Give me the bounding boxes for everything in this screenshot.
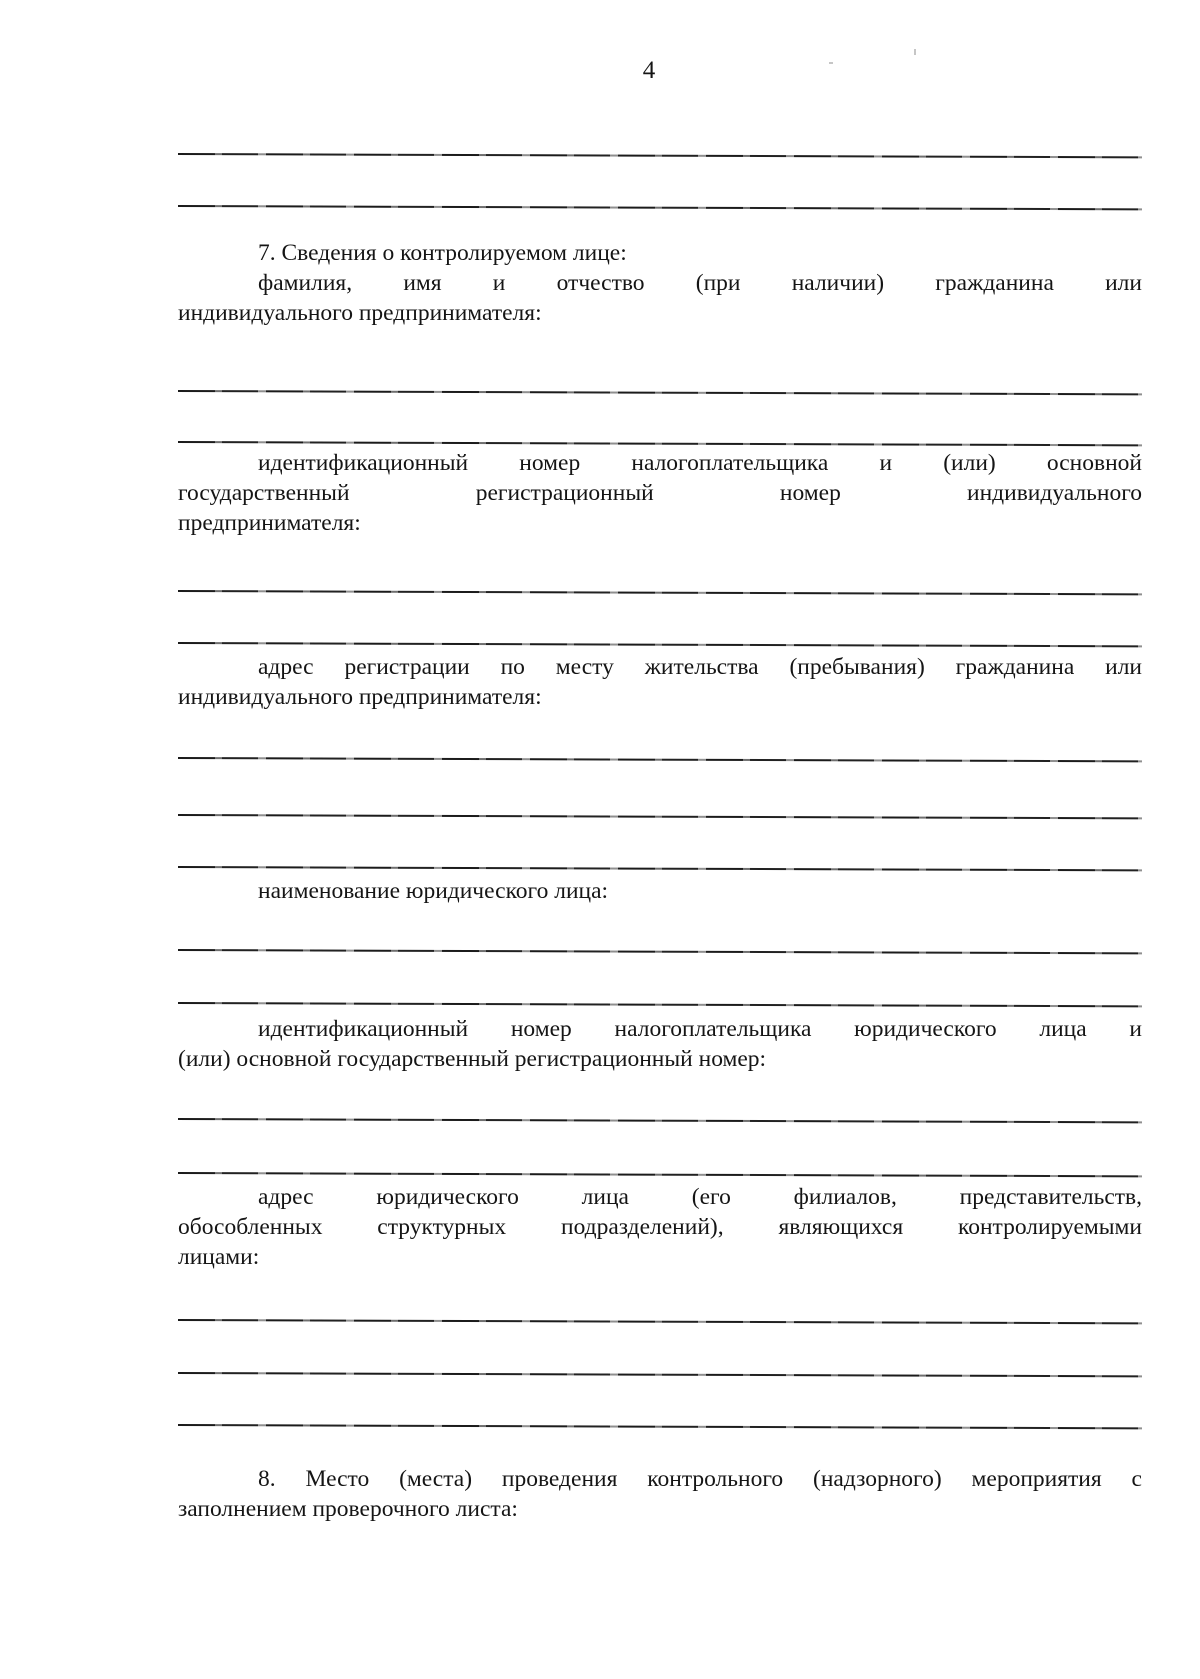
text-line: предпринимателя: xyxy=(178,510,361,536)
blank-fill-line xyxy=(178,1002,1142,1007)
text-line: индивидуального предпринимателя: xyxy=(178,684,542,710)
blank-fill-line xyxy=(178,642,1142,647)
text-line: государственный регистрационный номер индивидуального xyxy=(178,480,1142,506)
text-line: адрес регистрации по месту жительства (пребывания) гражданина или xyxy=(258,654,1142,680)
blank-fill-line xyxy=(178,590,1142,595)
blank-fill-line xyxy=(178,153,1142,158)
text-line: 8. Место (места) проведения контрольного (надзорного) мероприятия с xyxy=(258,1466,1142,1492)
scan-speck xyxy=(914,49,916,55)
page-number: 4 xyxy=(642,57,656,84)
text-line: наименование юридического лица: xyxy=(258,878,609,904)
blank-fill-line xyxy=(178,390,1142,395)
text-line: фамилия, имя и отчество (при наличии) гражданина или xyxy=(258,270,1142,296)
scan-speck xyxy=(829,62,833,64)
field-label-legal-entity-name xyxy=(178,876,1142,906)
blank-fill-line xyxy=(178,205,1142,210)
text-line: адрес юридического лица (его филиалов, представительств, xyxy=(258,1184,1142,1210)
blank-fill-line xyxy=(178,949,1142,954)
text-line: (или) основной государственный регистрационный номер: xyxy=(178,1046,767,1072)
field-label-legal-entity-address xyxy=(178,1182,1142,1272)
field-label-individual-inn-ogrn xyxy=(178,448,1142,538)
field-label-legal-entity-inn-ogrn xyxy=(178,1014,1142,1074)
blank-fill-line xyxy=(178,1118,1142,1123)
text-line: лицами: xyxy=(178,1244,260,1270)
text-line: идентификационный номер налогоплательщика и (или) основной xyxy=(258,450,1142,476)
blank-fill-line xyxy=(178,1424,1142,1429)
field-label-individual-address xyxy=(178,652,1142,712)
blank-fill-line xyxy=(178,757,1142,762)
text-line: идентификационный номер налогоплательщика юридического лица и xyxy=(258,1016,1142,1042)
text-line: индивидуального предпринимателя: xyxy=(178,300,542,326)
blank-fill-line xyxy=(178,814,1142,819)
blank-fill-line xyxy=(178,1372,1142,1377)
blank-fill-line xyxy=(178,866,1142,871)
blank-fill-line xyxy=(178,1172,1142,1177)
text-line: 7. Сведения о контролируемом лице: xyxy=(258,240,627,266)
section-8-heading xyxy=(178,1464,1142,1524)
blank-fill-line xyxy=(178,1319,1142,1324)
blank-fill-line xyxy=(178,441,1142,446)
field-label-individual-name xyxy=(178,268,1142,328)
text-line: обособленных структурных подразделений), являющихся контролируемыми xyxy=(178,1214,1142,1240)
text-line: заполнением проверочного листа: xyxy=(178,1496,518,1522)
section-7-heading xyxy=(178,238,1142,268)
